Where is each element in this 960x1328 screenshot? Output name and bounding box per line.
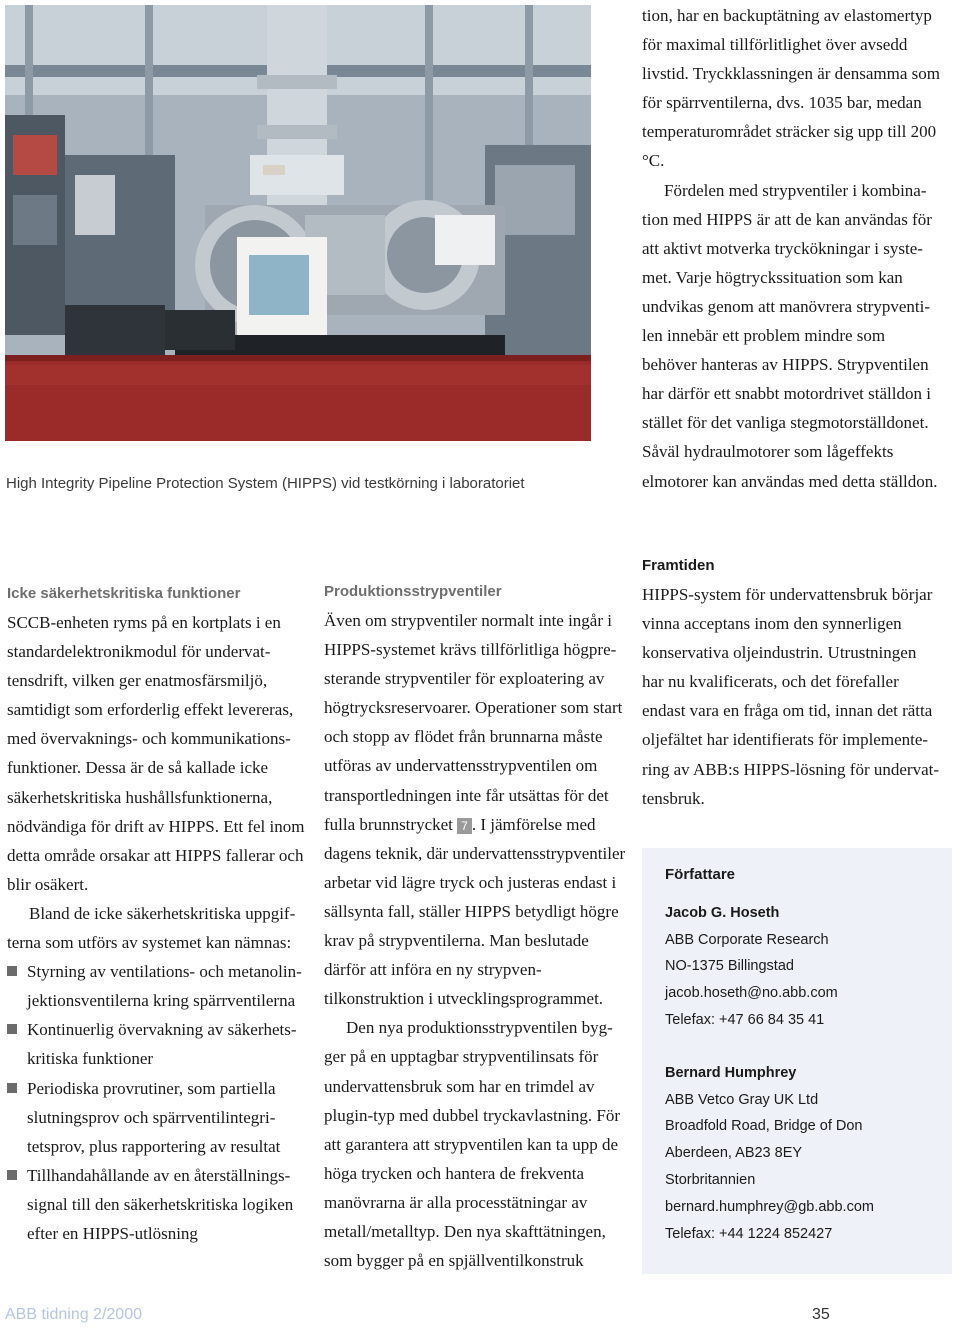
- author-country: Storbritannien: [665, 1171, 756, 1188]
- paragraph: Även om strypventiler normalt inte ingår i HIPPS-systemet krävs tillförlitliga högpresterande strypventiler för exploatering av högtrycksreservoarer. Operationer som start och stopp av flödet från brunnarna måste utföras av undervattensstrypventilen om transportledningen inte får utsättas för det fulla brunnstrycket 7 . I jämförelse med dagens teknik, där undervattensstrypventiler arbetar vid lägre tryck och justeras endast i sällsynta fall, ställer HIPPS betydligt högre krav på strypventilerna. Man beslutade därför att införa en ny strypventilkonstruktion i utvecklingsprogrammet.: [324, 611, 626, 1009]
- author-email: bernard.humphrey@gb.abb.com: [665, 1198, 874, 1215]
- paragraph: HIPPS-system för undervattensbruk börjar vinna acceptans inom den synnerligen konservativa oljeindustrin. Utrustningen har nu kvalificerats, och det förefaller endast vara en fråga om tid, innan det rätta oljefältet har identifierats för implementering av ABB:s HIPPS-lösning för undervattensbruk.: [642, 585, 940, 808]
- hipps-lab-photo: [5, 5, 591, 441]
- bullet-square-icon: [7, 1170, 17, 1180]
- section-heading: Framtiden: [642, 557, 715, 574]
- column-middle: [324, 582, 626, 1275]
- paragraph: Den nya produktionsstrypventilen bygger på en upptagbar strypventilinsats för undervattensbruk som har en trimdel av plugin-typ med dubbel tryckavlastning. För att garantera att strypventilen kan ta upp de höga trycken och hantera de frekventa manövrarna är alla processtätningar av metall/metalltyp. Den nya skafttätningen, som bygger på en spjällventilkonstruk: [324, 1018, 621, 1271]
- publication-footer: ABB tidning 2/2000: [5, 1306, 142, 1323]
- list-item: Periodiska provrutiner, som partiella slutningsprov och spärrventilintegritetsprov, plus rapportering av resultat: [7, 1074, 307, 1161]
- author-affiliation: ABB Corporate Research: [665, 931, 829, 948]
- author-address: Broadfold Road, Bridge of Don: [665, 1118, 863, 1135]
- author-address: NO-1375 Billingstad: [665, 958, 794, 975]
- list-item: Kontinuerlig övervakning av säkerhetskritiska funktioner: [7, 1015, 307, 1073]
- authors-title: Författare: [665, 866, 736, 883]
- photo-caption: High Integrity Pipeline Protection System (HIPPS) vid testkörning i laboratoriet: [6, 475, 525, 492]
- bullet-square-icon: [7, 966, 17, 976]
- top-right-text: [642, 0, 942, 496]
- column-right: [642, 556, 942, 813]
- author-fax: Telefax: +44 1224 852427: [665, 1225, 833, 1242]
- author-name: Bernard Humphrey: [665, 1064, 797, 1081]
- author-email: jacob.hoseth@no.abb.com: [665, 985, 838, 1002]
- author-fax: Telefax: +47 66 84 35 41: [665, 1011, 825, 1028]
- author-name: Jacob G. Hoseth: [665, 904, 780, 921]
- author-affiliation: ABB Vetco Gray UK Ltd: [665, 1091, 819, 1108]
- list-item: Styrning av ventilations- och metanolinjektionsventilerna kring spärrventilerna: [7, 957, 307, 1015]
- section-heading: Produktionsstrypventiler: [324, 583, 502, 600]
- column-left: [7, 584, 307, 1248]
- paragraph: SCCB-enheten ryms på en kortplats i en standardelektronikmodul för undervattensdrift, vilken ger enatmosfärsmiljö, samtidigt som erforderlig effekt levereras, med övervaknings- och kommunikationsfunktioner. Dessa är de så kallade icke säkerhetskritiska hushållsfunktionerna, nödvändiga för drift av HIPPS. Ett fel inom detta område orsakar att HIPPS fallerar och blir osäkert.: [7, 613, 305, 894]
- bullet-list: [7, 957, 307, 1248]
- bullet-square-icon: [7, 1083, 17, 1093]
- paragraph: Bland de icke säkerhetskritiska uppgifterna som utförs av systemet kan nämnas:: [7, 903, 296, 953]
- paragraph: tion, har en backuptätning av elastomertyp för maximal tillförlitlighet över avsedd livstid. Tryckklassningen är densamma som för spärrventilerna, dvs. 1035 bar, medan temperaturområdet sträcker sig upp till 200 °C.: [642, 6, 940, 171]
- authors-box: [642, 848, 952, 1274]
- author-address: Aberdeen, AB23 8EY: [665, 1145, 803, 1162]
- paragraph: Fördelen med strypventiler i kombination med HIPPS är att de kan användas för att aktivt motverka tryckökningar i systemet. Varje högtryckssituation som kan undvikas genom att manövrera strypventilen innebär ett problem mindre som behöver hanteras av HIPPS. Strypventilen har därför ett snabbt motordrivet ställdon i stället för det vanliga stegmotorställdonet. Såväl hydraulmotorer som lågeffekts elmotorer kan användas med detta ställdon.: [642, 180, 938, 491]
- bullet-square-icon: [7, 1024, 17, 1034]
- section-heading: Icke säkerhetskritiska funktioner: [7, 585, 241, 602]
- figure-reference-badge: 7: [457, 818, 472, 834]
- list-item: Tillhandahållande av en återställningssignal till den säkerhetskritiska logiken efter en HIPPS-utlösning: [7, 1161, 307, 1248]
- page-number: 35: [812, 1306, 830, 1323]
